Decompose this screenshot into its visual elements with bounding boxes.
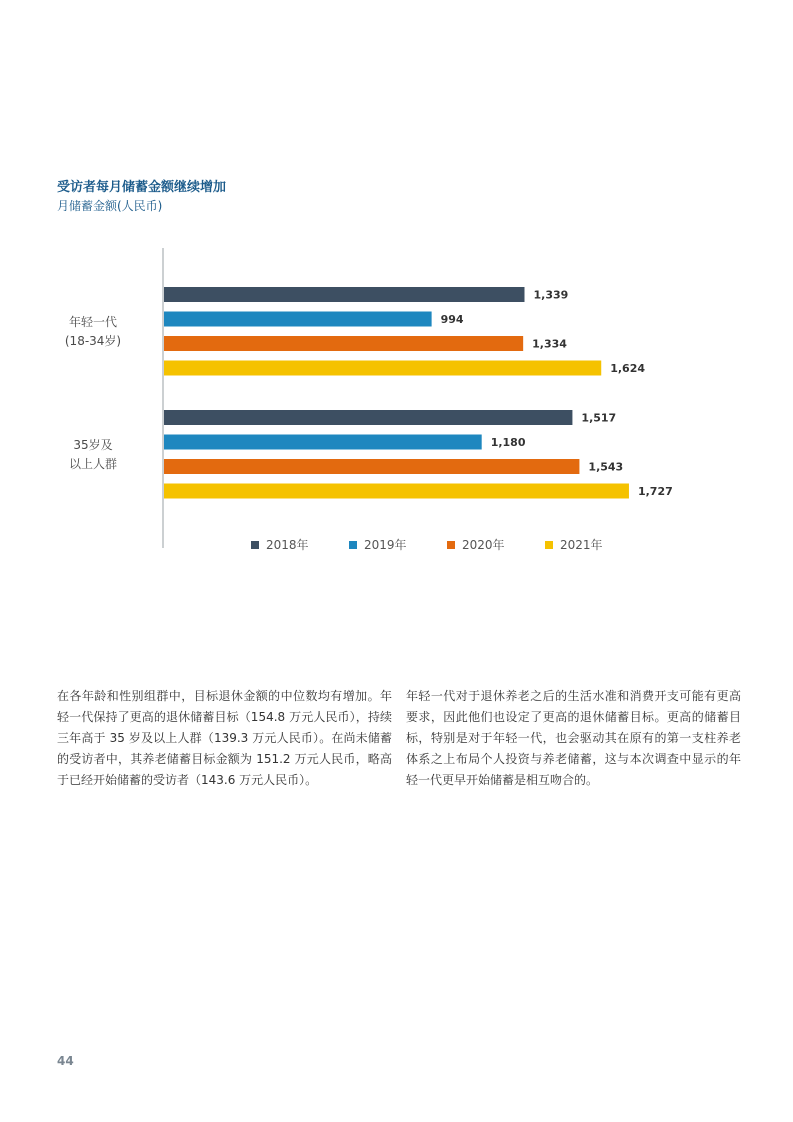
data-label: 1,334 — [532, 337, 567, 351]
bar — [164, 459, 579, 474]
page-number: 44 — [57, 1054, 74, 1068]
legend-swatch — [349, 541, 357, 549]
body-paragraph-right: 年轻一代对于退休养老之后的生活水准和消费开支可能有更高要求，因此他们也设定了更高的退休储蓄目标。更高的储蓄目标，特别是对于年轻一代，也会驱动其在原有的第一支柱养老体系之上布局个人投资与养老储蓄，这与本次调查中显示的年轻一代更早开始储蓄是相互吻合的。 — [406, 689, 741, 787]
body-paragraph-left: 在各年龄和性别组群中，目标退休金额的中位数均有增加。年轻一代保持了更高的退休储蓄目标（154.8 万元人民币），持续三年高于 35 岁及以上人群（139.3 万元人民币）。在尚未储蓄的受访者中，其养老储蓄目标金额为 151.2 万元人民币，略高于已经开始储蓄的受访者（143.6 万元人民币）。 — [57, 689, 392, 787]
data-label: 994 — [440, 313, 464, 326]
legend-swatch — [545, 541, 553, 549]
category-label: (18-34岁) — [64, 333, 122, 348]
legend-label: 2021年 — [560, 538, 603, 552]
bar — [164, 410, 572, 425]
bar — [164, 484, 629, 499]
data-label: 1,543 — [588, 460, 624, 474]
bar — [164, 312, 432, 327]
chart-title: 受访者每月储蓄金额继续增加 — [57, 180, 227, 195]
data-label: 1,339 — [533, 288, 569, 302]
bar — [164, 287, 525, 302]
legend-label: 2019年 — [364, 538, 407, 552]
category-label: 以上人群 — [68, 456, 118, 471]
category-label: 年轻一代 — [68, 314, 118, 329]
legend-swatch — [251, 541, 259, 549]
legend-label: 2018年 — [266, 538, 309, 552]
data-label: 1,727 — [637, 485, 673, 498]
data-label: 1,624 — [610, 362, 646, 375]
chart-subtitle: 月储蓄金额(人民币) — [57, 199, 163, 213]
legend-swatch — [447, 541, 455, 549]
data-label: 1,180 — [490, 436, 526, 449]
bar — [164, 336, 523, 351]
category-label: 35岁及 — [73, 437, 113, 452]
data-label: 1,517 — [581, 411, 617, 425]
legend-label: 2020年 — [462, 538, 505, 552]
bar — [164, 361, 601, 376]
bar — [164, 435, 482, 450]
